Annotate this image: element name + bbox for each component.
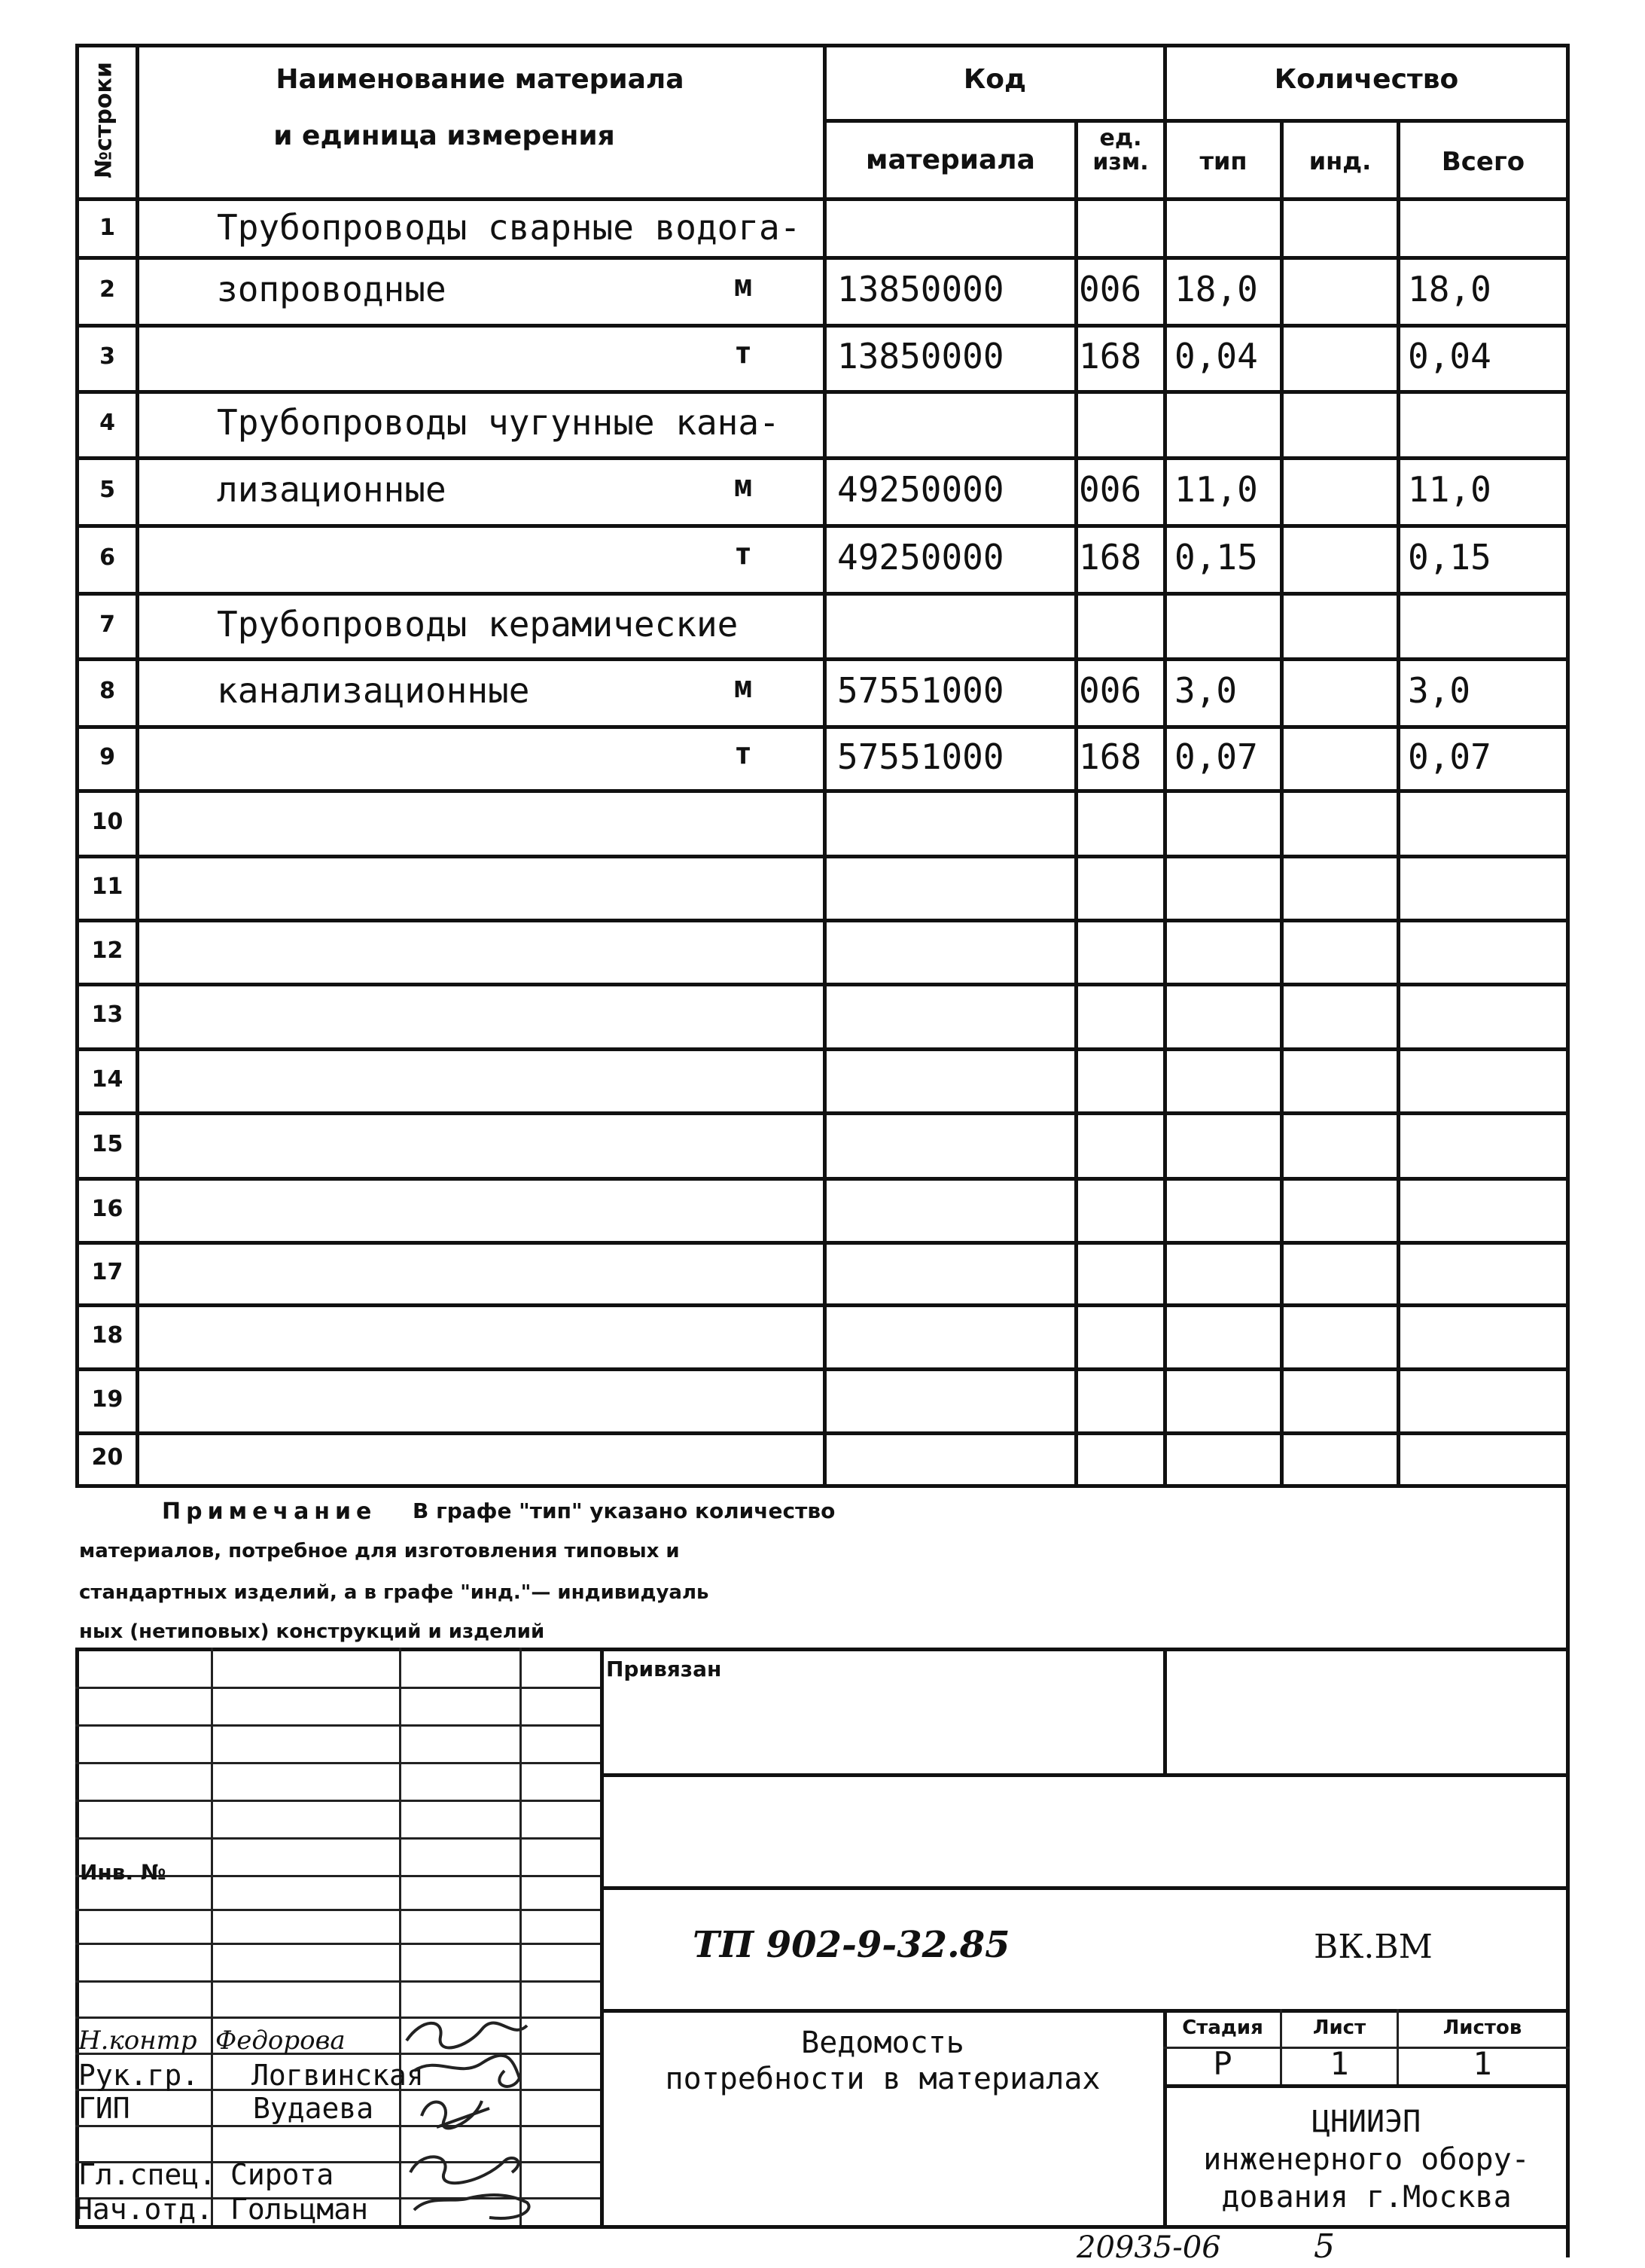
qty-type-value: 0,07: [1174, 736, 1258, 777]
signature-5: [414, 2195, 529, 2218]
row-divider: [75, 1111, 1566, 1115]
sheets-label: Листов: [1442, 2017, 1522, 2039]
name-header-line2: и единица измерения: [273, 120, 615, 151]
qty-type-value: 0,04: [1174, 336, 1258, 376]
document-mark: ВК.ВМ: [1314, 1928, 1433, 1966]
unit-code: 168: [1079, 537, 1142, 578]
header-mid-line: [824, 119, 1566, 123]
row-number: 19: [91, 1385, 123, 1413]
signer-role-5: Нач.отд.: [75, 2193, 214, 2226]
organization-line-1: ЦНИИЭП: [1311, 2105, 1421, 2139]
row-divider: [75, 256, 1566, 260]
tb-row-1: [75, 1687, 600, 1689]
row-divider: [75, 1047, 1566, 1051]
row-number: 4: [99, 410, 115, 436]
row-number: 8: [99, 678, 115, 704]
title-line-1: Ведомость: [801, 2026, 964, 2060]
row-number: 12: [91, 937, 123, 964]
material-unit-letter: м: [734, 670, 753, 705]
col-line-code: [823, 44, 827, 1486]
tb-code-top: [600, 1886, 1570, 1890]
material-name: Трубопроводы керамические: [217, 603, 739, 645]
qty-group-header: Количество: [1274, 64, 1459, 95]
note-line-2: материалов, потребное для изготовления типовых и: [79, 1540, 680, 1562]
qty-type-header: тип: [1199, 147, 1247, 175]
row-number: 2: [99, 276, 115, 303]
signer-role-1: Н.контр: [78, 2026, 197, 2056]
signatures-image: [399, 2010, 550, 2229]
qty-ind-header: инд.: [1308, 147, 1372, 175]
unit-code: 006: [1079, 269, 1142, 309]
signer-name-2: Логвинская: [251, 2059, 424, 2092]
row-number: 6: [99, 544, 115, 571]
tb-row-9: [75, 1980, 600, 1983]
signer-name-1: Федорова: [215, 2026, 346, 2056]
unit-header: ед. изм.: [1092, 125, 1149, 175]
header-bottom-line: [75, 197, 1566, 201]
row-number: 18: [91, 1321, 123, 1349]
material-unit-letter: т: [734, 537, 753, 572]
qty-total-header: Всего: [1441, 147, 1525, 177]
material-code: 49250000: [837, 537, 1004, 578]
organization-line-3: дования г.Москва: [1221, 2180, 1512, 2215]
page-number: 5: [1314, 2227, 1335, 2266]
note-line-3: стандартных изделий, а в графе "инд."— индивидуаль: [79, 1581, 709, 1604]
signer-role-4: Гл.спец.: [78, 2158, 217, 2191]
signer-name-4: Сирота: [230, 2158, 334, 2191]
row-number: 13: [91, 1001, 123, 1028]
col-line-type: [1163, 44, 1167, 1486]
qty-total-value: 0,15: [1408, 537, 1491, 578]
archive-number: 20935-06: [1077, 2230, 1221, 2265]
tb-row-4: [75, 1800, 600, 1802]
row-divider: [75, 789, 1566, 793]
name-header-line1: Наименование материала: [276, 64, 684, 95]
row-divider: [75, 592, 1566, 596]
row-number: 9: [99, 743, 115, 770]
tb-row-7: [75, 1909, 600, 1911]
qty-total-value: 0,04: [1408, 336, 1491, 376]
material-code: 57551000: [837, 736, 1004, 777]
code-material-header: материала: [866, 145, 1035, 175]
tb-code-bottom: [600, 2009, 1570, 2013]
code-group-header: Код: [963, 64, 1027, 95]
signature-3: [422, 2101, 489, 2128]
qty-type-value: 11,0: [1174, 469, 1258, 510]
material-code: 57551000: [837, 670, 1004, 711]
tb-row-8: [75, 1943, 600, 1945]
bound-label: Привязан: [606, 1657, 722, 1681]
row-number: 11: [91, 873, 123, 900]
material-unit-letter: м: [734, 469, 753, 504]
tb-row-3: [75, 1762, 600, 1764]
qty-total-value: 11,0: [1408, 469, 1491, 510]
row-number: 20: [91, 1444, 123, 1471]
material-name: канализационные: [217, 670, 530, 711]
tb-row-5: [75, 1837, 600, 1840]
sheet-right-border: [1566, 44, 1570, 2257]
tb-bound-bottom: [600, 1773, 1570, 1777]
tb-col-1: [211, 1648, 213, 2227]
row-divider: [75, 1367, 1566, 1371]
signature-1: [407, 2023, 527, 2047]
sheet-label: Лист: [1312, 2017, 1366, 2039]
qty-total-value: 0,07: [1408, 736, 1491, 777]
tb-main-divider: [600, 1648, 604, 2227]
material-name: Трубопроводы чугунные кана-: [217, 402, 780, 443]
qty-type-value: 18,0: [1174, 269, 1258, 309]
row-number: 10: [91, 808, 123, 835]
title-block-top: [75, 1648, 1570, 1651]
row-divider: [75, 1431, 1566, 1435]
row-divider: [75, 725, 1566, 729]
row-divider: [75, 855, 1566, 858]
tb-row-2: [75, 1724, 600, 1727]
row-number: 17: [91, 1258, 123, 1285]
stage-value: Р: [1213, 2045, 1232, 2082]
qty-type-value: 3,0: [1174, 670, 1238, 711]
material-unit-letter: т: [734, 736, 753, 771]
signer-name-5: Гольцман: [230, 2193, 369, 2226]
row-divider: [75, 1241, 1566, 1245]
row-divider: [75, 983, 1566, 986]
title-line-2: потребности в материалах: [665, 2062, 1101, 2096]
signature-4: [410, 2157, 519, 2183]
row-number: 5: [99, 477, 115, 503]
note-line-4: ных (нетиповых) конструкций и изделий: [79, 1620, 545, 1643]
signer-name-3: Вудаева: [253, 2092, 374, 2125]
unit-code: 168: [1079, 736, 1142, 777]
row-divider: [75, 919, 1566, 922]
row-number-header: №строки: [90, 62, 117, 178]
row-number: 1: [99, 214, 115, 241]
row-divider: [75, 324, 1566, 328]
signature-2: [414, 2056, 519, 2087]
material-name: лизационные: [217, 469, 446, 510]
row-number: 3: [99, 343, 115, 370]
row-divider: [75, 1177, 1566, 1181]
note-heading: Примечание: [162, 1498, 377, 1525]
inventory-number-label: Инв. №: [80, 1860, 166, 1885]
row-divider: [75, 657, 1566, 661]
signer-role-2: Рук.гр.: [78, 2059, 200, 2092]
unit-code: 168: [1079, 336, 1142, 376]
col-line-name: [136, 44, 139, 1486]
row-divider: [75, 1484, 1566, 1488]
qty-type-value: 0,15: [1174, 537, 1258, 578]
sheets-value: 1: [1473, 2045, 1492, 2082]
signer-role-3: ГИП: [78, 2092, 130, 2125]
note-line-1: В графе "тип" указано количество: [413, 1498, 836, 1523]
material-code: 13850000: [837, 336, 1004, 376]
row-number: 15: [91, 1130, 123, 1157]
row-number: 16: [91, 1195, 123, 1222]
material-name: Трубопроводы сварные водога-: [217, 206, 801, 248]
qty-total-value: 18,0: [1408, 269, 1491, 309]
material-code: 49250000: [837, 469, 1004, 510]
sheet-value: 1: [1330, 2045, 1349, 2082]
qty-total-value: 3,0: [1408, 670, 1471, 711]
document-code: ТП 902-9-32.85: [693, 1924, 1010, 1966]
material-unit-letter: м: [734, 269, 753, 303]
unit-code: 006: [1079, 670, 1142, 711]
stage-label: Стадия: [1182, 2017, 1263, 2039]
row-number: 7: [99, 611, 115, 638]
row-number: 14: [91, 1065, 123, 1093]
row-divider: [75, 456, 1566, 460]
row-divider: [75, 390, 1566, 394]
row-divider: [75, 1303, 1566, 1307]
tb-bound-divider: [1163, 1648, 1167, 1776]
tb-org-top: [1163, 2084, 1570, 2088]
material-unit-letter: т: [734, 336, 753, 370]
row-divider: [75, 524, 1566, 528]
material-name: зопроводные: [217, 269, 446, 309]
tb-left-border: [75, 1648, 79, 2227]
organization-line-2: инженерного обору-: [1203, 2142, 1530, 2177]
material-code: 13850000: [837, 269, 1004, 309]
unit-code: 006: [1079, 469, 1142, 510]
